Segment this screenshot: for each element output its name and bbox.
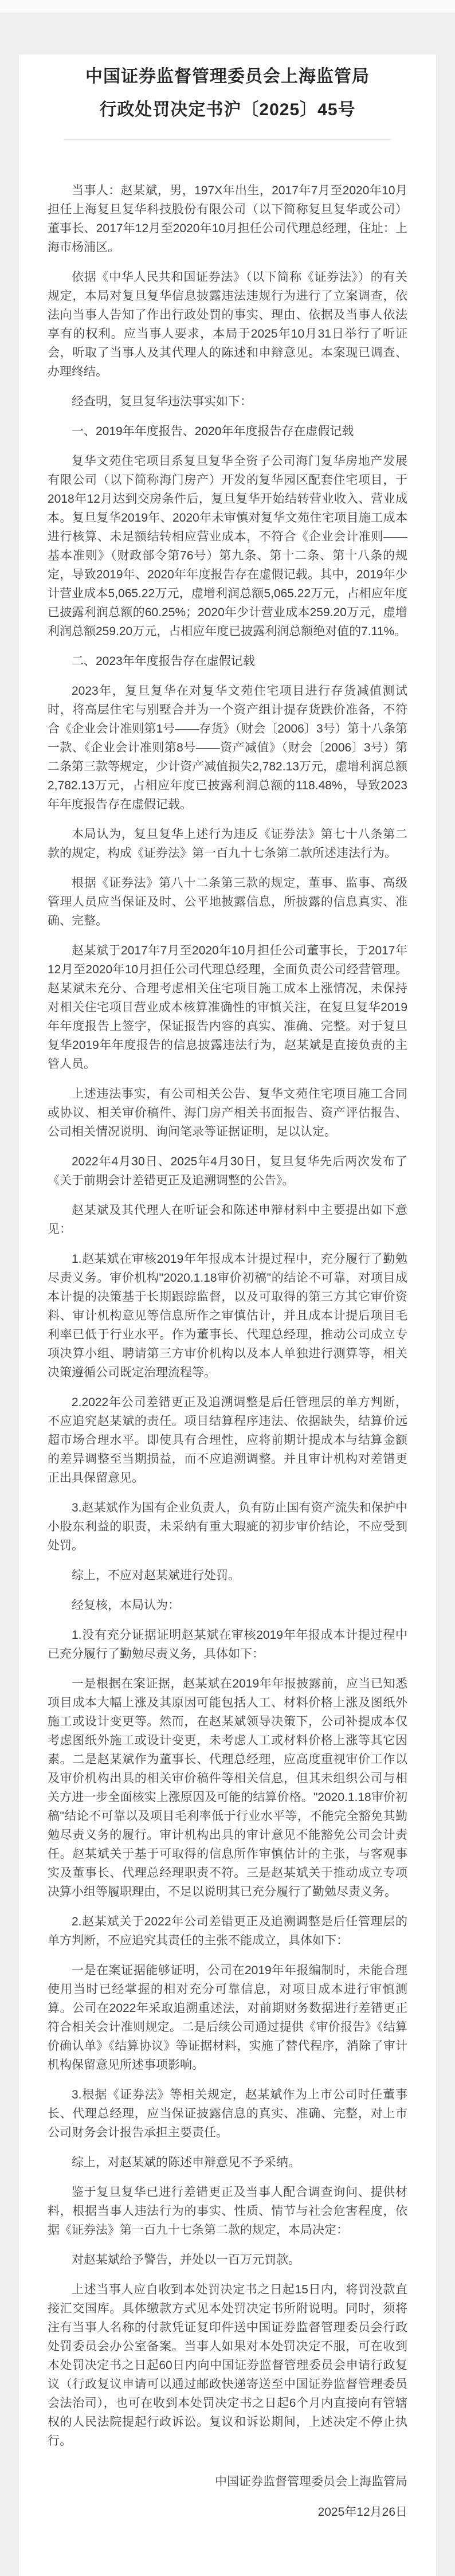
- paragraph: 经复核，本局认为：: [72, 1599, 180, 1612]
- section-heading: 二、2023年年度报告存在虚假记载: [72, 655, 255, 668]
- document-title-line1: 中国证券监督管理委员会上海监管局: [85, 67, 370, 86]
- title-divider: [64, 139, 391, 140]
- paragraph: 综上，对赵某斌的陈述申辩意见不予采纳。: [72, 2156, 300, 2169]
- paragraph: 1.赵某斌在审核2019年年报成本计提过程中，充分履行了勤勉尽责义务。审价机构"2020.1.18审价初稿"的结论不可靠，对项目成本计提的决策基于长期跟踪监督，以及可取得的第三方其它审价资料、审计机构意见等信息所作之审慎估计，并且成本计提后项目毛利率已低于行业水平。作为董事长、代理总经理，推动公司成立专项决算小组、聘请第三方审价机构以及本人单独进行测算等，相关决策遵循公司既定治理流程等。: [48, 1252, 407, 1379]
- paragraph: 上述违法事实，有公司相关公告、复华文苑住宅项目施工合同或协议、相关审价稿件、海门房产相关书面报告、资产评估报告、公司相关情况说明、询问笔录等证据证明，足以认定。: [48, 1087, 407, 1138]
- paragraph: 经查明，复旦复华违法事实如下：: [72, 395, 252, 408]
- paragraph: 一是在案证据能够证明，公司在2019年年报编制时，未能合理使用当时已经掌握的相对充分可靠信息，对项目成本进行审慎测算。公司在2022年采取追溯重述法，对前期财务数据进行差错更正符合相关会计准则规定。二是后续公司通过提供《审价报告》《结算价确认单》《结算协议》等证据材料，实施了替代程序，消除了审计机构保留意见所述事项影响。: [48, 1964, 407, 2072]
- paragraph: 对赵某斌给予警告，并处以一百万元罚款。: [72, 2253, 300, 2266]
- paragraph: 2.2022年公司差错更正及追溯调整是后任管理层的单方判断，不应追究赵某斌的责任。项目结算程序违法、依据缺失，结算价远超市场合理水平。即使具有合理性，应将前期计提成本与结算金额的差异调整至当期损益，而不应追溯调整。并且审计机构对差错更正出具保留意见。: [48, 1396, 407, 1485]
- signature-date: 2025年12月26日: [317, 2505, 407, 2519]
- paragraph: 依据《中华人民共和国证券法》（以下简称《证券法》）的有关规定，本局对复旦复华信息披露违法违规行为进行了立案调查，依法向当事人告知了作出行政处罚的事实、理由、依据及当事人依法享有的权利。应当事人要求，本局于2025年10月31日举行了听证会，听取了当事人及其代理人的陈述和申辩意见。本案现已调查、办理终结。: [48, 271, 407, 378]
- signature-block: [48, 2472, 407, 2522]
- paragraph: 上述当事人应自收到本处罚决定书之日起15日内，将罚没款直接汇交国库。具体缴款方式见本处罚决定书所附说明。同时，须将注有当事人名称的付款凭证复印件送中国证券监督管理委员会行政处罚委员会办公室备案。当事人如果对本处罚决定不服，可在收到本处罚决定书之日起60日内向中国证券监督管理委员会申请行政复议（行政复议申请可以通过邮政快递寄送至中国证券监督管理委员会法治司），也可在收到本处罚决定书之日起6个月内直接向有管辖权的人民法院提起行政诉讼。复议和诉讼期间，上述决定不停止执行。: [48, 2283, 407, 2448]
- paragraph: 当事人：赵某斌，男，197X年出生，2017年7月至2020年10月担任上海复旦复华科技股份有限公司（以下简称复旦复华或公司）董事长、2017年12月至2020年10月担任公司代理总经理，住址：上海市杨浦区。: [48, 184, 407, 254]
- paragraph: 本局认为，复旦复华上述行为违反《证券法》第七十八条第二款的规定，构成《证券法》第一百九十七条第二款所述违法行为。: [48, 828, 407, 860]
- document-card: [19, 54, 436, 2576]
- page-top-strip: [0, 0, 455, 13]
- paragraph: 2022年4月30日、2025年4月30日，复旦复华先后两次发布了《关于前期会计差错更正及追溯调整的公告》。: [48, 1155, 407, 1187]
- card-holder: [0, 13, 455, 2576]
- paragraph: 赵某斌于2017年7月至2020年10月担任公司董事长，于2017年12月至2020年10月担任公司代理总经理，全面负责公司经营管理。赵某斌未充分、合理考虑相关住宅项目施工成本上涨情况，未保持对相关住宅项目营业成本核算准确性的审慎关注，在复旦复华2019年年度报告上签字，保证报告内容的真实、准确、完整。对于复旦复华2019年年度报告的信息披露违法行为，赵某斌是直接负责的主管人员。: [48, 944, 407, 1071]
- paragraph: 3.赵某斌作为国有企业负责人，负有防止国有资产流失和保护中小股东利益的职责，未采纳有重大瑕疵的初步审价结论，不应受到处罚。: [48, 1501, 407, 1552]
- paragraph: 鉴于复旦复华已进行差错更正及当事人配合调查询问、提供材料，根据当事人违法行为的事实、性质、情节与社会危害程度，依据《证券法》第一百九十七条第二款的规定，本局决定：: [48, 2186, 407, 2237]
- paragraph: 综上，不应对赵某斌进行处罚。: [72, 1569, 240, 1582]
- section-heading: 一、2019年年度报告、2020年年度报告存在虚假记载: [72, 425, 354, 438]
- signature-org: 中国证券监督管理委员会上海监管局: [215, 2475, 407, 2488]
- paragraph: 1.没有充分证据证明赵某斌在审核2019年年报成本计提过程中已充分履行了勤勉尽责义务，具体如下：: [48, 1628, 407, 1661]
- document-body: [48, 181, 407, 2450]
- paragraph: 2.赵某斌关于2022年公司差错更正及追溯调整是后任管理层的单方判断，不应追究其责任的主张不能成立，具体如下：: [48, 1915, 407, 1947]
- paragraph: 复华文苑住宅项目系复旦复华全资子公司海门复华房地产发展有限公司（以下简称海门房产）开发的复华园区配套住宅项目，于2018年12月达到交房条件后，复旦复华开始结转营业收入、营业成本。复旦复华2019年、2020年未审慎对复华文苑住宅项目施工成本进行核算、未足额结转相应营业成本，不符合《企业会计准则——基本准则》（财政部令第76号）第九条、第十二条、第十八条的规定，导致2019年、2020年年度报告存在虚假记载。其中，2019年少计营业成本5,065.22万元，虚增利润总额5,065.22万元，占相应年度已披露利润总额的60.25%；2020年少计营业成本259.20万元，虚增利润总额259.20万元，占相应年度已披露利润总额绝对值的7.11%。: [48, 455, 407, 638]
- paragraph: 一是根据在案证据，赵某斌在2019年年报披露前，应当已知悉项目成本大幅上涨及其原因可能包括人工、材料价格上涨及图纸外施工或设计变更等。然而，在赵某斌领导决策下，公司补提成本仅考虑图纸外施工或设计变更，未考虑人工或材料价格上涨等其它因素。二是赵某斌作为董事长、代理总经理，应高度重视审价工作以及审价机构出具的相关审价稿件等相关信息，但其未组织公司与相关方进一步全面核实上涨原因及可能的结算价格。"2020.1.18审价初稿"结论不可靠以及项目毛利率低于行业水平等，不能完全豁免其勤勉尽责义务的履行。审计机构出具的审计意见不能豁免公司会计责任。赵某斌关于基于可取得的信息所作审慎估计的主张，与客观事实及董事长、代理总经理职责不符。三是赵某斌关于推动成立专项决算小组等履职理由，不足以说明其已充分履行了勤勉尽责义务。: [48, 1677, 407, 1898]
- document-title-line2: 行政处罚决定书沪〔2025〕45号: [99, 100, 356, 119]
- paragraph: 根据《证券法》第八十二条第三款的规定，董事、监事、高级管理人员应当保证及时、公平地披露信息，所披露的信息真实、准确、完整。: [48, 876, 407, 927]
- paragraph: 3.根据《证券法》等相关规定，赵某斌作为上市公司时任董事长、代理总经理，应当保证披露信息的真实、准确、完整，对上市公司财务会计报告承担主要责任。: [48, 2088, 407, 2139]
- paragraph: 2023年，复旦复华在对复华文苑住宅项目进行存货减值测试时，将高层住宅与别墅合并为一个资产组计提存货跌价准备，不符合《企业会计准则第1号——存货》（财会〔2006〕3号）第十八条第一款、《企业会计准则第8号——资产减值》（财会〔2006〕3号）第二条第三款等规定，少计资产减值损失2,782.13万元，虚增利润总额2,782.13万元，占相应年度已披露利润总额的118.48%，导致2023年年度报告存在虚假记载。: [48, 684, 407, 811]
- paragraph: 赵某斌及其代理人在听证会和陈述申辩材料中主要提出如下意见：: [48, 1204, 407, 1236]
